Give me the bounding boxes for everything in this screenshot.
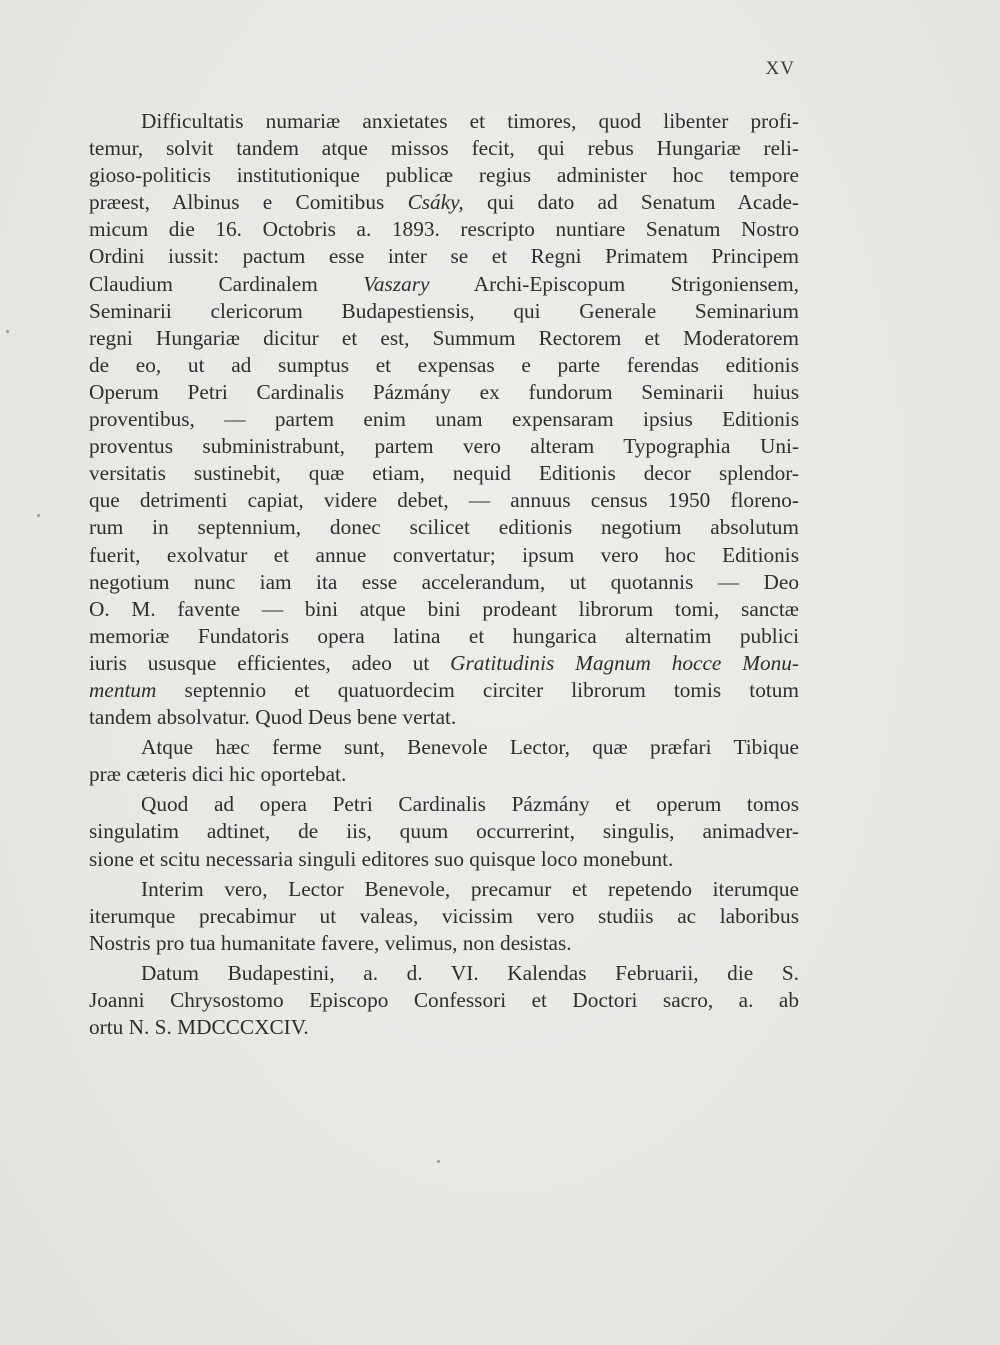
text-line: Datum Budapestini, a. d. VI. Kalendas Februarii, die S. (141, 960, 799, 985)
paragraph (89, 734, 799, 788)
text-segment: septennio et quatuordecim circiter librorum tomis totum (156, 677, 799, 702)
text-segment: qui dato ad Senatum Acade- (463, 190, 800, 215)
text-line: Nostris pro tua humanitate favere, velimus, non desistas. (89, 930, 572, 955)
paper-speck (437, 1160, 440, 1163)
text-line: singulatim adtinet, de iis, quum occurrerint, singulis, animadver- (89, 819, 799, 844)
text-line: O. M. favente — bini atque bini prodeant librorum tomi, sanctæ (89, 596, 799, 621)
text-line: Operum Petri Cardinalis Pázmány ex fundorum Seminarii huius (89, 379, 799, 404)
text-line: gioso-politicis institutionique publicæ regius administer hoc tempore (89, 163, 799, 188)
text-line: Atque hæc ferme sunt, Benevole Lector, quæ præfari Tibique (141, 735, 799, 760)
text-line: negotium nunc iam ita esse accelerandum, ut quotannis — Deo (89, 569, 799, 594)
text-segment: Claudium Cardinalem (89, 271, 364, 296)
text-segment: iuris ususque efficientes, adeo ut (89, 650, 451, 675)
paper-speck (37, 514, 40, 517)
text-segment: Archi-Episcopum Strigoniensem, (429, 271, 799, 296)
text-line: Interim vero, Lector Benevole, precamur et repetendo iterumque (141, 876, 799, 901)
text-line: proventus subministrabunt, partem vero alteram Typographia Uni- (89, 434, 799, 459)
body-text (89, 108, 799, 1041)
text-line: de eo, ut ad sumptus et expensas e parte ferendas editionis (89, 352, 799, 377)
text-line: Seminarii clericorum Budapestiensis, qui Generale Seminarium (89, 298, 799, 323)
text-line: Difficultatis numariæ anxietates et timores, quod libenter profi- (141, 109, 799, 133)
text-line: fuerit, exolvatur et annue convertatur; ipsum vero hoc Editionis (89, 542, 799, 567)
italic-text: Csáky, (407, 190, 464, 215)
text-line (89, 271, 799, 298)
page-number: XV (765, 58, 795, 79)
paragraph (89, 960, 799, 1041)
text-line: præ cæteris dici hic oportebat. (89, 762, 347, 787)
text-line: memoriæ Fundatoris opera latina et hungarica alternatim publici (89, 623, 799, 648)
text-line: temur, solvit tandem atque missos fecit, qui rebus Hungariæ reli- (89, 136, 799, 161)
text-line: regni Hungariæ dicitur et est, Summum Rectorem et Moderatorem (89, 325, 799, 350)
text-segment: præest, Albinus e Comitibus (89, 190, 408, 215)
text-line: tandem absolvatur. Quod Deus bene vertat. (89, 705, 457, 730)
text-line (89, 189, 799, 216)
paragraph (89, 791, 799, 872)
italic-text: Gratitudinis Magnum hocce Monu- (450, 650, 799, 675)
text-line: versitatis sustinebit, quæ etiam, nequid Editionis decor splendor- (89, 461, 799, 486)
text-line: proventibus, — partem enim unam expensaram ipsius Editionis (89, 407, 799, 432)
text-line: ortu N. S. MDCCCXCIV. (89, 1015, 309, 1040)
italic-text: mentum (89, 677, 157, 702)
text-line: rum in septennium, donec scilicet editionis negotium absolutum (89, 515, 799, 540)
text-line: que detrimenti capiat, videre debet, — annuus census 1950 floreno- (89, 488, 799, 513)
text-line: micum die 16. Octobris a. 1893. rescripto nuntiare Senatum Nostro (89, 217, 799, 242)
text-line (89, 650, 799, 677)
text-line: Quod ad opera Petri Cardinalis Pázmány et operum tomos (141, 792, 799, 817)
text-line: Ordini iussit: pactum esse inter se et Regni Primatem Principem (89, 244, 799, 269)
text-line (89, 677, 799, 704)
text-line: sione et scitu necessaria singuli editores suo quisque loco monebunt. (89, 846, 674, 871)
paragraph (89, 876, 799, 957)
paper-speck (6, 330, 9, 333)
italic-text: Vaszary (363, 271, 430, 296)
paragraph (89, 108, 799, 731)
text-line: iterumque precabimur ut valeas, vicissim vero studiis ac laboribus (89, 903, 799, 928)
text-line: Joanni Chrysostomo Episcopo Confessori et Doctori sacro, a. ab (89, 988, 799, 1012)
